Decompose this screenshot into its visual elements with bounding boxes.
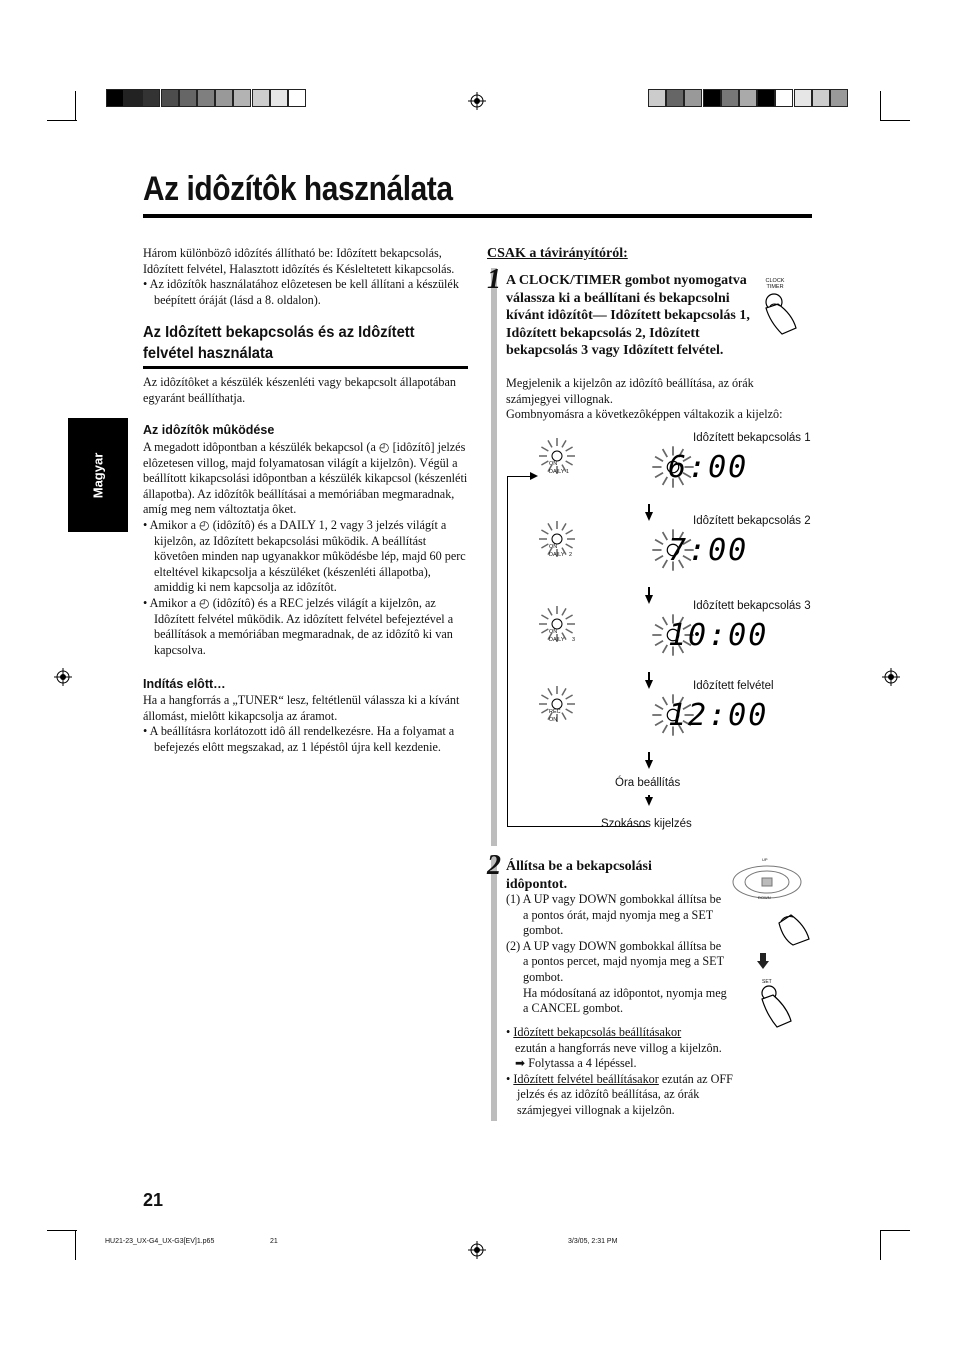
registration-mark-icon — [54, 668, 72, 686]
flow-connector — [648, 672, 650, 680]
registration-mark-icon — [468, 92, 486, 110]
set-button-label: SET — [762, 979, 772, 985]
left-column — [143, 246, 469, 308]
finger-press-icon — [757, 985, 802, 1030]
color-swatch — [757, 89, 775, 107]
section-rule — [143, 366, 468, 369]
color-swatch — [233, 89, 251, 107]
display-time: 12:00 — [668, 698, 769, 733]
registration-mark-icon — [882, 668, 900, 686]
step-text: Megjelenik a kijelzôn az idôzítô beállítása, az órák számjegyei villognak. — [506, 376, 754, 406]
crop-mark — [880, 120, 910, 121]
subsection-text: Ha a hangforrás a „TUNER“ lesz, feltétlenül válassza ki a kívánt állomást, mielôtt kikapcsolja az áramot. — [143, 693, 460, 723]
page-title: Az idôzítôk használata — [143, 170, 453, 208]
color-swatch — [197, 89, 215, 107]
list-item: • Amikor a ◴ (idôzítô) és a DAILY 1, 2 vagy 3 jelzés világít a kijelzôn, az Idôzített bekapcsolási mûködik. A beállítást követôen minden nap ugyanakkor mûködésbe lép, majd 60 perc elteltével kikapcsolja a készüléket (készenléti állapotba), amiddig ki nem kapcsolja az idôzítôt. — [143, 517, 466, 595]
color-swatch — [124, 89, 142, 107]
flow-normal-label: Szokásos kijelzés — [601, 818, 692, 830]
display-time: 7:00 — [668, 533, 749, 568]
color-swatch — [270, 89, 288, 107]
section-text: Az idôzítôket a készülék készenléti vagy bekapcsolt állapotában egyaránt beállíthatja. — [143, 375, 457, 405]
color-swatch — [794, 89, 812, 107]
down-arrow-icon — [645, 595, 653, 604]
list-item: • Amikor a ◴ (idôzítô) és a REC jelzés világít a kijelzôn, az Idôzített felvétel mûködik. Az idôzített felvétel befejeztével a beállítások a memóriában megmaradnak, de az idôzítô ki van kapcsolva. — [143, 595, 454, 657]
list-item: (1) A UP vagy DOWN gombokkal állítsa be a pontos órát, majd nyomja meg a SET gombot. — [506, 892, 722, 938]
remote-only-heading: CSAK a távirányítóról: — [487, 246, 628, 261]
finger-press-icon — [775, 905, 815, 947]
subsection-title: Az idôzítôk mûködése — [143, 423, 275, 437]
color-swatch — [739, 89, 757, 107]
step-bar — [491, 268, 497, 846]
indicator-text: ON DAILY 2 — [549, 544, 573, 558]
color-swatch — [775, 89, 793, 107]
indicator-text: REC ON — [549, 709, 561, 723]
button-label: CLOCK — [765, 278, 785, 284]
color-swatch — [252, 89, 270, 107]
step-bar — [491, 855, 497, 1121]
crop-mark — [880, 91, 881, 121]
loop-arrow-icon — [530, 472, 538, 480]
subsection-text: A megadott idôpontban a készülék bekapcsol (a ◴ [idôzítô] jelzés elôzetesen villog, majd folyamatosan világít a kijelzôn). Végül a beállított kikapcsolási idôpontban a készülék kikapcsol (készenléti állapotba). Az idôzítôk beállításai a memóriában megmaradnak, amíg meg nem változtatja ôket. — [143, 440, 468, 517]
flow-step-label: Idôzített bekapcsolás 2 — [693, 515, 811, 527]
finger-press-icon — [756, 290, 806, 340]
remote-up-label: UP — [762, 857, 768, 862]
subsection-title: Indítás elôtt… — [143, 677, 226, 691]
section-title: Az Idôzített bekapcsolás és az Idôzített felvétel használata — [143, 324, 415, 362]
color-swatch — [703, 89, 721, 107]
color-swatch — [179, 89, 197, 107]
crop-mark — [75, 91, 76, 121]
intro-bullet: • Az idôzítôk használatához elôzetesen be kell állítani a készülék beépített óráját (lásd a 8. oldalon). — [143, 277, 459, 307]
down-arrow-icon — [757, 953, 769, 969]
indicator-text: ON DAILY 3 — [549, 629, 576, 643]
down-arrow-icon — [645, 760, 653, 769]
step-instruction: A CLOCK/TIMER gombot nyomogatva válassza ki a beállítani és bekapcsolni kívánt idôzítôt— Idôzített bekapcsolás 1, Idôzített bekapcsolás 2, Idôzített bekapcsolás 3 vagy Idôzített felvétel. — [506, 273, 750, 358]
list-item: (2) A UP vagy DOWN gombokkal állítsa be a pontos percet, majd nyomja meg a SET gombot. — [506, 938, 724, 984]
color-swatch — [215, 89, 233, 107]
color-swatch — [288, 89, 306, 107]
crop-mark — [880, 1230, 881, 1260]
crop-mark — [47, 1230, 77, 1231]
flow-loop-line — [507, 476, 508, 827]
display-time: 10:00 — [668, 618, 769, 653]
footer-file: HU21-23_UX-G4_UX-G3[EV]1.p65 — [105, 1238, 215, 1245]
flow-step-label: Idôzített bekapcsolás 1 — [693, 432, 811, 444]
flow-step-label: Idôzített felvétel — [693, 680, 774, 692]
color-swatch — [830, 89, 848, 107]
color-swatch — [142, 89, 160, 107]
page-number: 21 — [143, 1190, 164, 1210]
title-rule — [143, 214, 812, 218]
remote-down-label: DOWN — [758, 895, 771, 900]
list-item: Ha módosítaná az idôpontot, nyomja meg a CANCEL gombot. — [523, 985, 727, 1016]
list-item: • Idôzített bekapcsolás beállításakor — [506, 1025, 682, 1039]
list-item: • A beállításra korlátozott idô áll rendelkezésre. Ha a folyamat a befejezés elôtt megszakad, az 1 lépéstôl újra kell kezdenie. — [143, 724, 455, 754]
footer-date: 3/3/05, 2:31 PM — [568, 1238, 618, 1245]
registration-mark-icon — [468, 1241, 486, 1259]
language-tab-label: Magyar — [90, 452, 106, 498]
step-number: 1 — [487, 264, 501, 295]
color-swatch — [161, 89, 179, 107]
step-number: 2 — [487, 850, 501, 881]
step-text: Gombnyomásra a következôképpen váltakozik a kijelzô: — [506, 407, 783, 422]
flow-connector — [648, 504, 650, 512]
down-arrow-icon — [645, 680, 653, 689]
color-swatch — [106, 89, 124, 107]
color-swatch — [684, 89, 702, 107]
color-swatch — [666, 89, 684, 107]
flow-step-label: Idôzített bekapcsolás 3 — [693, 600, 811, 612]
flow-connector — [648, 587, 650, 595]
indicator-text: ON DAILY 1 — [549, 461, 569, 475]
list-item: • Idôzített felvétel beállításakor ezután az OFF jelzés és az idôzítô beállítása, az órák számjegyei villognak a kijelzôn. — [506, 1071, 733, 1117]
button-label: TIMER — [766, 284, 784, 290]
flow-loop-line — [507, 476, 531, 477]
remote-control-icon — [730, 860, 805, 900]
crop-mark — [47, 120, 77, 121]
intro-text: Három különbözô idôzítés állítható be: Idôzített bekapcsolás, Idôzített felvétel, Halasztott idôzítés és Késleltetett kikapcsolás. — [143, 246, 455, 276]
color-swatch — [721, 89, 739, 107]
down-arrow-icon — [645, 512, 653, 521]
display-time: 6:00 — [668, 450, 749, 485]
flow-connector — [648, 752, 650, 760]
color-swatch — [812, 89, 830, 107]
color-swatch — [648, 89, 666, 107]
footer-page: 21 — [270, 1238, 278, 1245]
flow-clock-label: Óra beállítás — [615, 777, 681, 789]
crop-mark — [75, 1230, 76, 1260]
step-instruction: Állítsa be a bekapcsolási idôpontot. — [506, 859, 652, 892]
crop-mark — [880, 1230, 910, 1231]
